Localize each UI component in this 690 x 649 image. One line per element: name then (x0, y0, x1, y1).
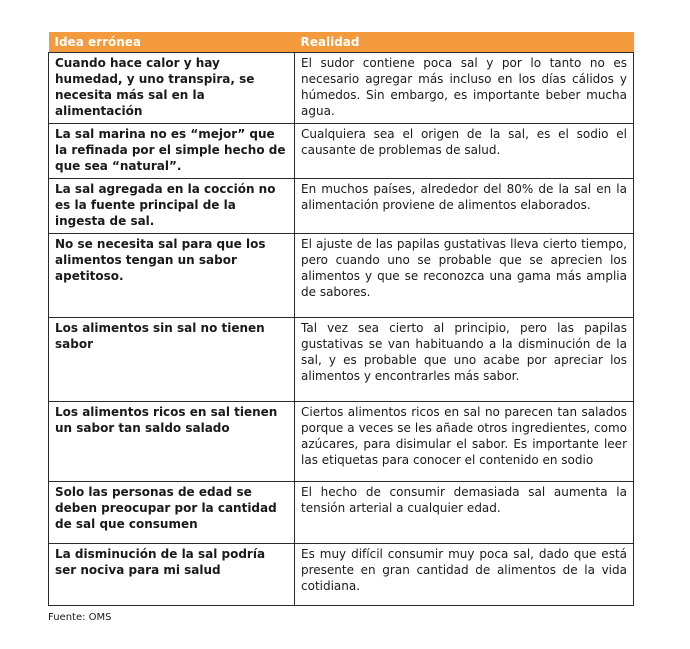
table-row (49, 179, 634, 234)
myth-cell: Solo las personas de edad se deben preocupar por la cantidad de sal que consumen (49, 482, 295, 544)
table-row (49, 482, 634, 544)
fact-cell: Ciertos alimentos ricos en sal no parecen tan salados porque a veces se les añade otros ingredientes, como azúcares, para disimular el sabor. Es importante leer las etiquetas para conocer el contenido en sodio (295, 402, 634, 482)
fact-cell: Cualquiera sea el origen de la sal, es el sodio el causante de problemas de salud. (295, 124, 634, 179)
fact-cell: Tal vez sea cierto al principio, pero las papilas gustativas se van habituando a la disminución de la sal, y es probable que uno acabe por apreciar los alimentos y encontrarles más sabor. (295, 318, 634, 402)
myths-facts-table (48, 32, 634, 606)
header-idea-erronea: Idea errónea (49, 32, 295, 53)
myth-cell: La disminución de la sal podría ser nociva para mi salud (49, 544, 295, 606)
table-row (49, 53, 634, 124)
source-note: Fuente: OMS (48, 612, 112, 623)
myth-cell: Los alimentos sin sal no tienen sabor (49, 318, 295, 402)
table-row (49, 234, 634, 318)
header-realidad: Realidad (295, 32, 634, 53)
table-row (49, 402, 634, 482)
fact-cell: El hecho de consumir demasiada sal aumenta la tensión arterial a cualquier edad. (295, 482, 634, 544)
myth-cell: Cuando hace calor y hay humedad, y uno transpira, se necesita más sal en la alimentación (49, 53, 295, 124)
table-header-row (49, 32, 634, 53)
fact-cell: Es muy difícil consumir muy poca sal, dado que está presente en gran cantidad de alimentos de la vida cotidiana. (295, 544, 634, 606)
table-row (49, 124, 634, 179)
fact-cell: El ajuste de las papilas gustativas lleva cierto tiempo, pero cuando uno se probable que se aprecien los alimentos y que se reconozca una gama más amplia de sabores. (295, 234, 634, 318)
myth-cell: La sal marina no es “mejor” que la refinada por el simple hecho de que sea “natural”. (49, 124, 295, 179)
myth-cell: La sal agregada en la cocción no es la fuente principal de la ingesta de sal. (49, 179, 295, 234)
fact-cell: El sudor contiene poca sal y por lo tanto no es necesario agregar más incluso en los días cálidos y húmedos. Sin embargo, es importante beber mucha agua. (295, 53, 634, 124)
fact-cell: En muchos países, alrededor del 80% de la sal en la alimentación proviene de alimentos elaborados. (295, 179, 634, 234)
myth-cell: Los alimentos ricos en sal tienen un sabor tan saldo salado (49, 402, 295, 482)
table-row (49, 318, 634, 402)
myth-cell: No se necesita sal para que los alimentos tengan un sabor apetitoso. (49, 234, 295, 318)
table-row (49, 544, 634, 606)
